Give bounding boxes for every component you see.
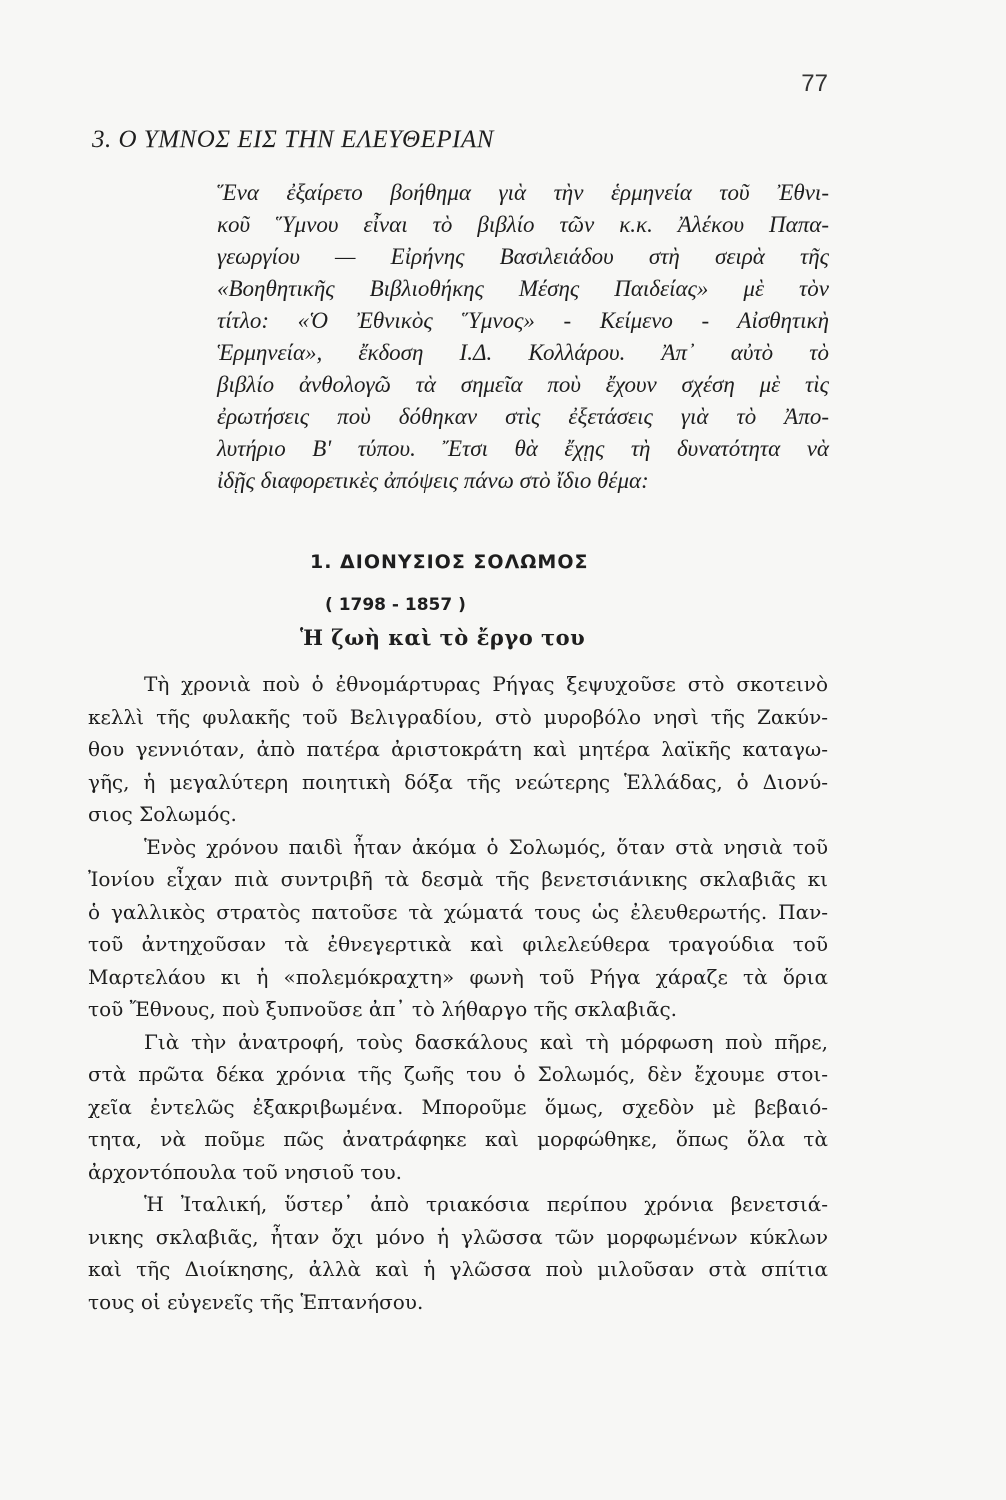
intro-paragraph <box>217 177 829 497</box>
body-line: κελλὶ τῆς φυλακῆς τοῦ Βελιγραδίου, στὸ μυροβόλο νησὶ τῆς Ζακύν- <box>88 704 828 729</box>
body-line: ὁ γαλλικὸς στρατὸς πατοῦσε τὰ χώματά τους ὡς ἐλευθερωτής. Παν- <box>88 899 828 924</box>
page-number: 77 <box>801 70 828 97</box>
body-line: τοῦ ἀντηχοῦσαν τὰ ἐθνεγερτικὰ καὶ φιλελεύθερα τραγούδια τοῦ <box>88 932 828 956</box>
author-dates: ( 1798 - 1857 ) <box>325 595 466 615</box>
intro-line: «Βοηθητικῆς Βιβλιοθήκης Μέσης Παιδείας» μὲ τὸν <box>217 276 829 301</box>
intro-line: γεωργίου — Εἰρήνης Βασιλειάδου στὴ σειρὰ τῆς <box>217 244 829 269</box>
body-line: ἀρχοντόπουλα τοῦ νησιοῦ του. <box>88 1159 403 1184</box>
body-line: Ἰονίου εἶχαν πιὰ συντριβῆ τὰ δεσμὰ τῆς βενετσιάνικης σκλαβιᾶς κι <box>88 867 828 891</box>
body-line: Γιὰ τὴν ἀνατροφή, τοὺς δασκάλους καὶ τὴ μόρφωση ποὺ πῆρε, <box>144 1029 828 1054</box>
body-line: Μαρτελάου κι ἡ «πολεμόκραχτη» φωνὴ τοῦ Ρήγα χάραζε τὰ ὅρια <box>88 964 828 989</box>
intro-line: ἐρωτήσεις ποὺ δόθηκαν στὶς ἐξετάσεις γιὰ τὸ Ἀπο- <box>217 404 829 429</box>
body-line: Τὴ χρονιὰ ποὺ ὁ ἐθνομάρτυρας Ρήγας ξεψυχοῦσε στὸ σκοτεινὸ <box>144 672 828 696</box>
author-title: 1. ΔΙΟΝΥΣΙΟΣ ΣΟΛΩΜΟΣ <box>310 551 589 573</box>
life-and-work-heading: Ἡ ζωὴ καὶ τὸ ἔργο του <box>300 625 586 650</box>
intro-line: βιβλίο ἀνθολογῶ τὰ σημεῖα ποὺ ἔχουν σχέση μὲ τὶς <box>217 372 829 397</box>
body-line: στὰ πρῶτα δέκα χρόνια τῆς ζωῆς του ὁ Σολωμός, δὲν ἔχουμε στοι- <box>88 1062 828 1086</box>
body-line: τητα, νὰ ποῦμε πῶς ἀνατράφηκε καὶ μορφώθηκε, ὅπως ὅλα τὰ <box>88 1127 828 1151</box>
body-line: Ἡ Ἰταλική, ὕστερ᾽ ἀπὸ τριακόσια περίπου χρόνια βενετσιά- <box>144 1192 828 1216</box>
intro-line: κοῦ Ὕμνου εἶναι τὸ βιβλίο τῶν κ.κ. Ἀλέκου Παπα- <box>217 212 829 237</box>
intro-line: ἰδῇς διαφορετικὲς ἀπόψεις πάνω στὸ ἴδιο θέμα: <box>217 468 649 493</box>
body-line: γῆς, ἡ μεγαλύτερη ποιητικὴ δόξα τῆς νεώτερης Ἑλλάδας, ὁ Διονύ- <box>88 769 828 794</box>
body-line: καὶ τῆς Διοίκησης, ἀλλὰ καὶ ἡ γλῶσσα ποὺ μιλοῦσαν στὰ σπίτια <box>88 1257 828 1281</box>
body-line: τους οἱ εὐγενεῖς τῆς Ἑπτανήσου. <box>88 1289 424 1314</box>
intro-line: Ἑρμηνεία», ἔκδοση Ι.Δ. Κολλάρου. Ἀπ᾽ αὐτὸ τὸ <box>217 340 829 365</box>
body-line: σιος Σολωμός. <box>88 802 237 826</box>
section-heading: 3. Ο ΥΜΝΟΣ ΕΙΣ ΤΗΝ ΕΛΕΥΘΕΡΙΑΝ <box>92 126 494 153</box>
body-line: τοῦ Ἔθνους, ποὺ ξυπνοῦσε ἀπ᾽ τὸ λήθαργο τῆς σκλαβιᾶς. <box>88 997 678 1021</box>
body-line: νικης σκλαβιᾶς, ἦταν ὄχι μόνο ἡ γλῶσσα τῶν μορφωμένων κύκλων <box>88 1224 828 1249</box>
intro-line: λυτήριο Β' τύπου. Ἔτσι θὰ ἔχῃς τὴ δυνατότητα νὰ <box>217 436 829 461</box>
intro-line: τίτλο: «Ὁ Ἐθνικὸς Ὕμνος» - Κείμενο - Αἰσθητικὴ <box>217 308 829 333</box>
intro-line: Ἕνα ἐξαίρετο βοήθημα γιὰ τὴν ἑρμηνεία τοῦ Ἐθνι- <box>217 180 829 205</box>
body-line: χεῖα ἐντελῶς ἐξακριβωμένα. Μποροῦμε ὅμως, σχεδὸν μὲ βεβαιό- <box>88 1094 828 1119</box>
body-line: Ἑνὸς χρόνου παιδὶ ἦταν ἀκόμα ὁ Σολωμός, ὅταν στὰ νησιὰ τοῦ <box>144 834 828 859</box>
body-text <box>88 668 828 1318</box>
body-line: θου γεννιόταν, ἀπὸ πατέρα ἀριστοκράτη καὶ μητέρα λαϊκῆς καταγω- <box>88 737 828 761</box>
